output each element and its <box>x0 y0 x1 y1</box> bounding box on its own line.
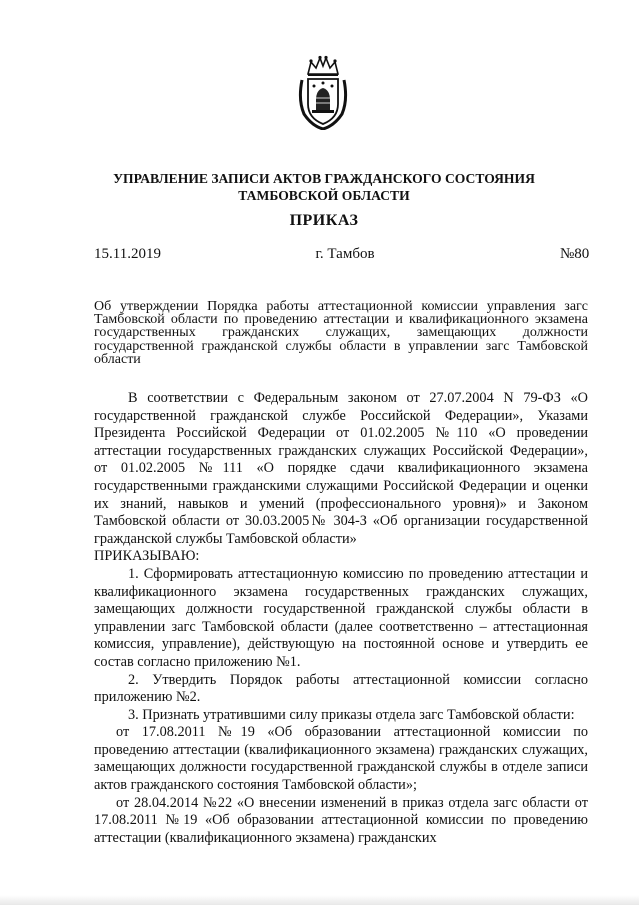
order-item-2: 2. Утвердить Порядок работы аттестационной комиссии согласно приложению №2. <box>94 671 588 706</box>
document-date: 15.11.2019 <box>94 246 161 262</box>
repealed-order-1: от 17.08.2011 №19 «Об образовании аттестационной комиссии по проведению аттестации (квалификационного экзамена) гражданских служащих, замещающих должности государственной гражданской службы в отделе записи актов гражданского состояния Тамбовской области»; <box>94 724 588 794</box>
page-bottom-edge <box>0 895 639 905</box>
document-city: г. Тамбов <box>315 246 375 262</box>
document-number: №80 <box>560 246 590 262</box>
document-subject: Об утверждении Порядка работы аттестационной комиссии управления загс Тамбовской области по проведению аттестации и квалификационного экзамена государственных гражданских служащих, замещающих должности государственной гражданской службы области в управлении загс Тамбовской области <box>94 299 588 367</box>
document-body <box>94 390 588 847</box>
order-item-1: 1. Сформировать аттестационную комиссию по проведению аттестации и квалификационного экзамена государственных гражданских служащих, замещающих должности государственной гражданской службы области в управлении загс Тамбовской области (далее соответственно – аттестационная комиссия, управление), действующую на постоянной основе и утвердить ее состав согласно приложению №1. <box>94 565 588 670</box>
tambov-coat-of-arms-icon <box>294 54 352 130</box>
repealed-order-2: от 28.04.2014 №22 «О внесении изменений в приказ отдела загс области от 17.08.2011 №19 «Об образовании аттестационной комиссии по проведению аттестации (квалификационного экзамена) гражданских <box>94 794 588 846</box>
organization-header <box>100 170 548 204</box>
order-item-3: 3. Признать утратившими силу приказы отдела загс Тамбовской области: <box>128 706 575 723</box>
document-type-title: ПРИКАЗ <box>289 212 359 229</box>
order-word: ПРИКАЗЫВАЮ: <box>94 548 200 565</box>
organization-name-line1: УПРАВЛЕНИЕ ЗАПИСИ АКТОВ ГРАЖДАНСКОГО СОСТОЯНИЯ <box>113 171 535 186</box>
organization-name-line2: ТАМБОВСКОЙ ОБЛАСТИ <box>238 188 410 203</box>
preamble-paragraph: В соответствии с Федеральным законом от 27.07.2004 N 79-ФЗ «О государственной гражданской службе Российской Федерации», Указами Президента Российской Федерации от 01.02.2005 №110 «О проведении аттестации государственных гражданских служащих Российской Федерации», от 01.02.2005 №111 «О порядке сдачи квалификационного экзамена государственными гражданскими служащими Российской Федерации и оценки их знаний, навыков и умений (профессионального уровня)» и Законом Тамбовской области от 30.03.2005№ 304-З «Об организации государственной гражданской службы Тамбовской области» <box>94 390 588 547</box>
